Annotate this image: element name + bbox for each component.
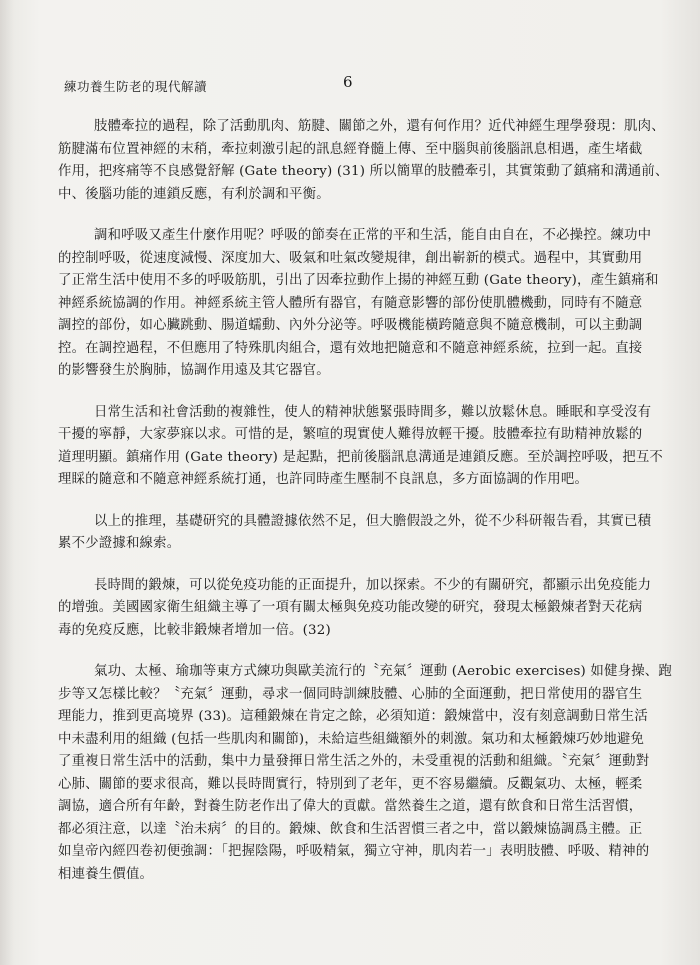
paragraph-line: 以上的推理，基礎研究的具體證據依然不足，但大膽假設之外，從不少科研報告看，其實已積 xyxy=(94,513,652,529)
paragraph-line: 道理明顯。鎮痛作用 (Gate theory) 是起點，把前後腦訊息溝通是連鎖反應。至於調控呼吸，把互不 xyxy=(58,449,664,465)
paragraph-line: 作用，把疼痛等不良感覺舒解 (Gate theory) (31) 所以簡單的肢體牽引，其實策動了鎮痛和溝通前、 xyxy=(58,164,669,179)
paragraph-line: 筋腱滿布位置神經的末稍，牽拉刺激引起的訊息經脊髓上傳、至中腦與前後腦訊息相遇，產生堵截 xyxy=(58,141,643,157)
paragraph-4 xyxy=(58,511,658,556)
paragraph-1 xyxy=(58,116,669,206)
paragraph-line: 長時間的鍛煉，可以從免疫功能的正面提升，加以探索。不少的有關研究，都顯示出免疫能力 xyxy=(94,577,652,593)
running-header-title: 練功養生防老的現代解讀 xyxy=(64,79,208,94)
paragraph-line: 神經系統協調的作用。神經系統主管人體所有器官，有隨意影響的部份使肌體機動，同時有不隨意 xyxy=(58,295,643,311)
paragraph-line: 的增強。美國國家衛生組織主導了一項有關太極與免疫功能改變的研究，發現太極鍛煉者對天花病 xyxy=(58,600,643,615)
page-number: 6 xyxy=(343,73,353,91)
paragraph-line: 中未盡利用的組織 (包括一些肌肉和關節)，未給這些組織額外的刺激。氣功和太極鍛煉巧妙地避免 xyxy=(58,731,645,747)
paragraph-line: 心肺、關節的要求很高，難以長時間實行，特別到了老年，更不容易繼續。反觀氣功、太極，輕柔 xyxy=(58,776,643,792)
paragraph-line: 理睬的隨意和不隨意神經系統打通，也許同時產生壓制不良訊息，多方面協調的作用吧。 xyxy=(58,472,589,487)
paragraph-line: 肢體牽拉的過程，除了活動肌肉、筋腱、關節之外，還有何作用？近代神經生理學發現：肌肉、 xyxy=(94,119,665,134)
paragraph-2 xyxy=(58,225,658,383)
paragraph-line: 了重複日常生活中的活動，集中力量發揮日常生活之外的，未受重視的活動和組織。〝充氣〞運動對 xyxy=(58,754,650,769)
paragraph-line: 控。在調控過程，不但應用了特殊肌肉組合，還有效地把隨意和不隨意神經系統，拉到一起。直接 xyxy=(58,340,643,356)
paragraph-line: 中、後腦功能的連鎖反應，有利於調和平衡。 xyxy=(58,186,330,202)
paragraph-5 xyxy=(58,575,658,643)
paragraph-line: 累不少證據和線索。 xyxy=(58,536,181,551)
paragraph-line: 調和呼吸又產生什麼作用呢？呼吸的節奏在正常的平和生活，能自由自在，不必操控。練功中 xyxy=(94,228,652,243)
paragraph-line: 的控制呼吸，從速度減慢、深度加大、吸氣和吐氣改變規律，創出嶄新的模式。過程中，其實動用 xyxy=(58,250,643,266)
paragraph-line: 理能力，推到更高境界 (33)。這種鍛煉在肯定之餘，必須知道：鍛煉當中，沒有刻意調動日常生活 xyxy=(58,709,648,724)
paragraph-line: 如皇帝內經四卷初便強調：「把握陰陽，呼吸精氣，獨立守神，肌肉若一」表明肢體、呼吸、精神的 xyxy=(58,844,650,859)
paragraph-line: 的影響發生於胸肺，協調作用遠及其它器官。 xyxy=(58,363,330,378)
paragraph-line: 毒的免疫反應，比較非鍛煉者增加一倍。(32) xyxy=(58,622,331,638)
paragraph-line: 了正常生活中使用不多的呼吸筋肌，引出了因牽拉動作上揚的神經互動 (Gate theory)，產生鎮痛和 xyxy=(58,273,659,288)
paragraph-6 xyxy=(58,661,672,886)
paragraph-line: 都必須注意，以達〝治未病〞的目的。鍛煉、飲食和生活習慣三者之中，當以鍛煉協調爲主體。正 xyxy=(58,821,643,837)
paragraph-line: 步等又怎樣比較？〝充氣〞運動，尋求一個同時訓練肢體、心肺的全面運動，把日常使用的器官生 xyxy=(58,686,643,702)
paragraph-line: 干擾的寧靜，大家夢寐以求。可惜的是，繁喧的現實使人難得放輕干擾。肢體牽拉有助精神放鬆的 xyxy=(58,427,643,442)
paragraph-line: 氣功、太極、瑜珈等東方式練功與歐美流行的〝充氣〞運動 (Aerobic exercises) 如健身操、跑 xyxy=(94,664,672,679)
paragraph-line: 日常生活和社會活動的複雜性，使人的精神狀態緊張時間多，難以放鬆休息。睡眠和享受沒有 xyxy=(94,404,652,420)
paragraph-3 xyxy=(58,402,664,492)
paragraph-line: 調控的部份，如心臟跳動、腸道蠕動、內外分泌等。呼吸機能橫跨隨意與不隨意機制，可以主動調 xyxy=(58,318,643,333)
paragraph-line: 相連養生價值。 xyxy=(58,866,154,882)
paragraph-line: 調協，適合所有年齡，對養生防老作出了偉大的貢獻。當然養生之道，還有飲食和日常生活習慣， xyxy=(58,799,643,814)
body-text xyxy=(58,116,672,905)
